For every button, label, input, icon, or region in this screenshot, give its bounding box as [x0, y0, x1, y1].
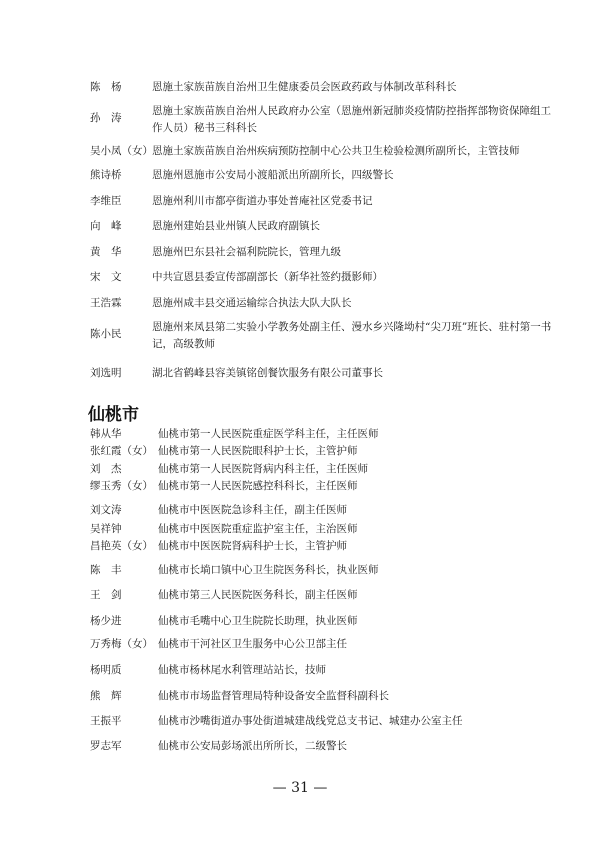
- person-title: 恩施土家族苗族自治州卫生健康委员会医政药政与体制改革科科长: [152, 81, 457, 93]
- section-heading: 仙桃市: [88, 405, 139, 425]
- person-name: 宋 文: [90, 271, 122, 283]
- person-name: 熊 辉: [90, 690, 122, 702]
- person-name: 刘文涛: [90, 504, 122, 516]
- person-title: 恩施州咸丰县交通运输综合执法大队大队长: [152, 297, 352, 309]
- person-title: 恩施州建始县业州镇人民政府副镇长: [152, 220, 320, 232]
- person-title: 仙桃市第一人民医院感控科科长，主任医师: [158, 480, 358, 492]
- person-name: 陈小民: [90, 328, 122, 340]
- person-name: 罗志军: [90, 740, 122, 752]
- person-title: 仙桃市毛嘴中心卫生院院长助理，执业医师: [158, 615, 358, 627]
- person-title: 仙桃市沙嘴街道办事处街道城建战线党总支书记、城建办公室主任: [158, 715, 463, 727]
- person-name: 王浩霖: [90, 297, 122, 309]
- person-name: 刘选明: [90, 367, 122, 379]
- person-name: 王 剑: [90, 589, 122, 601]
- person-title: 仙桃市公安局彭场派出所所长，二级警长: [158, 740, 347, 752]
- person-name: 刘 杰: [90, 463, 122, 475]
- person-title: 恩施土家族苗族自治州疾病预防控制中心公共卫生检验检测所副所长，主管技师: [152, 145, 520, 157]
- person-name: 杨少进: [90, 615, 122, 627]
- person-title: 恩施州巴东县社会福利院院长，管理九级: [152, 246, 341, 258]
- person-name: 黄 华: [90, 246, 122, 258]
- person-name: 陈 杨: [90, 81, 122, 93]
- person-title: 中共宣恩县委宣传部副部长（新华社签约摄影师）: [152, 271, 383, 283]
- person-title: 仙桃市第一人民医院眼科护士长，主管护师: [158, 445, 358, 457]
- person-title: 仙桃市中医医院肾病科护士长，主管护师: [158, 540, 347, 552]
- person-title: 仙桃市中医医院重症监护室主任，主治医师: [158, 523, 358, 535]
- person-title: 仙桃市长埫口镇中心卫生院医务科长，执业医师: [158, 564, 379, 576]
- person-title: 仙桃市干河社区卫生服务中心公卫部主任: [158, 638, 347, 650]
- person-name: 熊诗桥: [90, 169, 122, 181]
- person-name: 李维臣: [90, 195, 122, 207]
- person-name: 缪玉秀（女）: [90, 480, 153, 492]
- person-title: 仙桃市市场监督管理局特种设备安全监督科副科长: [158, 690, 389, 702]
- person-name: 杨明质: [90, 664, 122, 676]
- person-title: 仙桃市杨林尾水利管理站站长，技师: [158, 664, 326, 676]
- person-name: 万秀梅（女）: [90, 638, 153, 650]
- page-number: — 31 —: [272, 780, 328, 796]
- person-name: 孙 涛: [90, 112, 122, 124]
- person-name: 吴祥钟: [90, 523, 122, 535]
- person-title: 仙桃市第一人民医院重症医学科主任，主任医师: [158, 428, 379, 440]
- person-name: 陈 丰: [90, 564, 122, 576]
- person-title: 仙桃市第一人民医院肾病内科主任，主任医师: [158, 463, 368, 475]
- person-name: 吴小凤（女）: [90, 145, 153, 157]
- person-title: 恩施州恩施市公安局小渡船派出所副所长，四级警长: [152, 169, 394, 181]
- person-name: 张红霞（女）: [90, 445, 153, 457]
- person-title: 湖北省鹤峰县容美镇铭创餐饮服务有限公司董事长: [152, 367, 383, 379]
- person-title: 仙桃市中医医院急诊科主任，副主任医师: [158, 504, 347, 516]
- person-title: 仙桃市第三人民医院医务科长，副主任医师: [158, 589, 358, 601]
- person-name: 王振平: [90, 715, 122, 727]
- person-title: 恩施州利川市都亭街道办事处普庵社区党委书记: [152, 195, 373, 207]
- person-title: 恩施州来凤县第二实验小学教务处副主任、漫水乡兴隆坳村“尖刀班”班长、驻村第一书记，高级教师: [152, 321, 552, 350]
- person-name: 韩从华: [90, 428, 122, 440]
- person-name: 昌艳英（女）: [90, 540, 153, 552]
- person-name: 向 峰: [90, 220, 122, 232]
- person-title: 恩施土家族苗族自治州人民政府办公室（恩施州新冠肺炎疫情防控指挥部物资保障组工作人员）秘书三科科长: [152, 105, 551, 134]
